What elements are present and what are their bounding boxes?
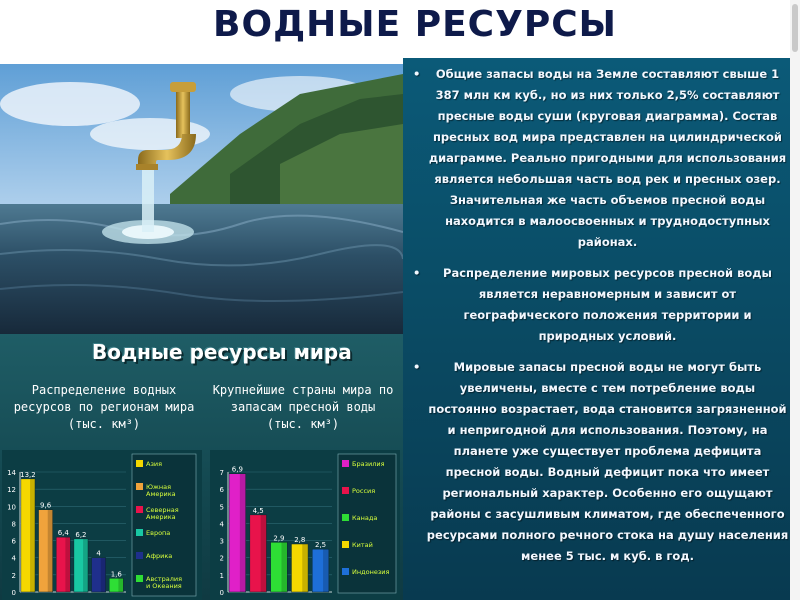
y-tick-label: 1 [219, 571, 224, 580]
legend-swatch [136, 529, 143, 536]
legend-swatch [342, 541, 349, 548]
water-tap-photo [0, 64, 403, 334]
infographic-panel [0, 334, 403, 600]
countries-chart [210, 450, 400, 600]
legend-swatch [136, 552, 143, 559]
bar-value-label: 2,9 [273, 534, 285, 543]
legend-swatch [136, 575, 143, 582]
y-tick-label: 12 [7, 486, 16, 495]
legend-swatch [136, 506, 143, 513]
infographic-title: Водные ресурсы мира [92, 340, 352, 364]
legend-label: Индонезия [352, 568, 390, 576]
y-tick-label: 0 [219, 589, 224, 597]
legend-label: Африка [146, 552, 173, 560]
y-tick-label: 0 [11, 589, 16, 597]
legend-label: Бразилия [352, 460, 385, 468]
slide-title: ВОДНЫЕ РЕСУРСЫ [213, 4, 617, 45]
bar-value-label: 4 [96, 549, 101, 558]
bar-shade [65, 537, 70, 592]
right-chart-title: Крупнейшие страны мира по запасам пресной воды (тыс. км³) [212, 383, 394, 431]
countries-bar-chart [210, 450, 400, 600]
legend-label: Китай [352, 541, 373, 549]
bar-shade [48, 510, 53, 592]
bullet-glyph: • [413, 266, 421, 280]
y-tick-label: 6 [11, 537, 16, 546]
bar-shade [302, 544, 308, 592]
y-tick-label: 6 [219, 486, 224, 495]
legend-label: Россия [352, 487, 376, 495]
y-tick-label: 4 [11, 554, 16, 563]
bullet-glyph: • [413, 67, 421, 81]
bar-value-label: 6,2 [75, 530, 87, 539]
bar-value-label: 2,5 [314, 541, 327, 550]
bar-value-label: 1,6 [110, 570, 122, 579]
legend-label: Южная [146, 483, 172, 491]
bullet-text: Распределение мировых ресурсов пресной воды является неравномерным и зависит от географического положения территории и природных условий. [443, 266, 772, 343]
water-tap-over-lake-photo [0, 64, 403, 334]
bar-shade [261, 515, 267, 592]
bar-shade [240, 474, 246, 592]
bar-value-label: 6,9 [231, 465, 243, 474]
legend-label: и Океания [146, 582, 182, 590]
bullet-list [403, 58, 800, 567]
bar-shade [281, 542, 287, 592]
legend-swatch [136, 483, 143, 490]
y-tick-label: 7 [219, 469, 224, 477]
y-tick-label: 3 [219, 537, 224, 546]
y-tick-label: 8 [11, 520, 16, 529]
y-tick-label: 2 [219, 554, 224, 563]
legend-label: Северная [146, 506, 179, 514]
y-tick-label: 5 [219, 503, 224, 512]
regions-chart [2, 450, 202, 600]
legend-label: Америка [146, 513, 176, 521]
legend-label: Америка [146, 490, 176, 498]
bar-value-label: 13,2 [20, 470, 36, 479]
bar-shade [323, 549, 329, 592]
legend-label: Азия [146, 460, 163, 468]
bar-shade [101, 558, 106, 592]
bar-shade [118, 578, 123, 592]
legend-label: Канада [352, 514, 378, 522]
text-panel [403, 58, 800, 600]
bar-value-label: 6,4 [57, 529, 69, 538]
legend-swatch [342, 514, 349, 521]
bullet-text: Общие запасы воды на Земле составляют свыше 1 387 млн км куб., но из них только 2,5% составляют пресные воды суши (круговая диаграмма). Состав пресных вод мира представлен на цилиндрической диаграмме. Реально пригодными для использования является небольшая часть вод рек и пресных озер. Значительная же часть объемов пресной воды находится в малоосвоенных и труднодоступных районах. [428, 67, 787, 249]
bar-shade [30, 479, 35, 592]
bullet-glyph: • [413, 360, 421, 374]
bar-value-label: 2,8 [294, 536, 306, 544]
vertical-scrollbar[interactable] [790, 0, 800, 600]
bar-value-label: 9,6 [40, 501, 52, 510]
y-tick-label: 2 [11, 571, 16, 580]
legend-label: Европа [146, 529, 171, 537]
bar-value-label: 4,5 [252, 506, 264, 515]
bullet-item [413, 263, 790, 347]
regions-bar-chart [2, 450, 202, 600]
bullet-item [413, 64, 790, 253]
y-tick-label: 4 [219, 520, 224, 529]
legend-swatch [342, 568, 349, 575]
scrollbar-thumb[interactable] [792, 4, 798, 52]
legend-swatch [136, 460, 143, 467]
y-tick-label: 10 [7, 503, 16, 512]
bar-shade [83, 539, 88, 592]
bullet-text: Мировые запасы пресной воды не могут быть увеличены, вместе с тем потребление воды постоянно возрастает, вода становится загрязненной и непригодной для использования. Поэтому, на планете уже существует проблема дефицита пресной воды. Водный дефицит пока что имеет региональный характер. Особенно его ощущают районы с засушливым климатом, где обеспеченного ресурсами полного речного стока на душу населения менее 5 тыс. м куб. в год. [426, 360, 789, 563]
legend-label: Австралия [146, 575, 183, 583]
legend-swatch [342, 460, 349, 467]
bullet-item [413, 357, 790, 567]
legend-swatch [342, 487, 349, 494]
y-tick-label: 14 [7, 469, 16, 477]
left-chart-title: Распределение водных ресурсов по регионам мира (тыс. км³) [13, 383, 195, 431]
